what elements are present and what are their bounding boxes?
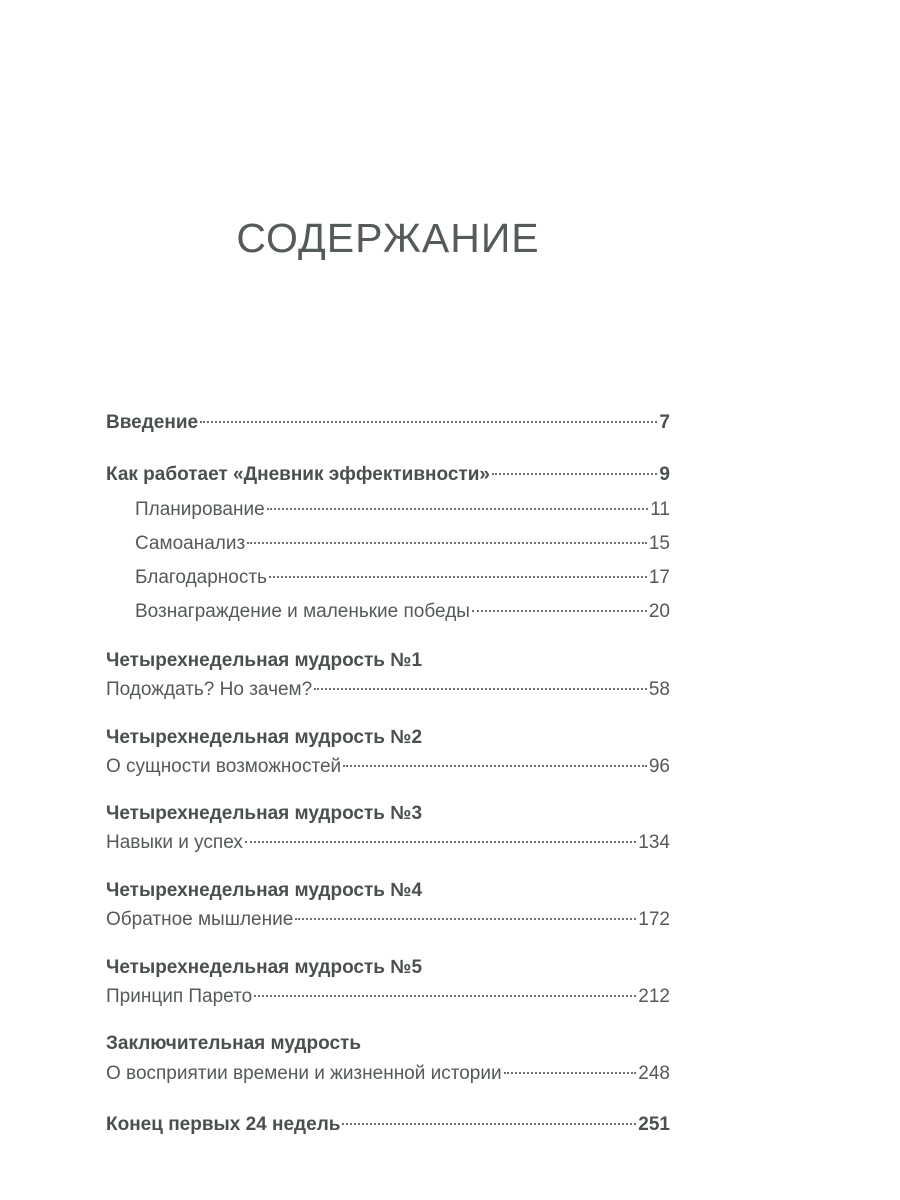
toc-entry-page: 212 (638, 986, 670, 1007)
toc-section-heading-wisdom-1: Четырехнедельная мудрость №1 (106, 650, 423, 671)
toc-entry-label: Вознаграждение и маленькие победы (135, 601, 470, 622)
dot-leader (295, 917, 636, 920)
dot-leader (269, 575, 647, 578)
toc-entry-page: 15 (648, 533, 670, 554)
page-title: СОДЕРЖАНИЕ (236, 215, 540, 261)
toc-entry-label: Навыки и успех (106, 832, 243, 853)
dot-leader (342, 1122, 636, 1125)
toc-entry-label: Самоанализ (135, 533, 246, 554)
toc-entry-label: Подождать? Но зачем? (106, 679, 313, 700)
toc-section-heading-wisdom-4: Четырехнедельная мудрость №4 (106, 880, 423, 901)
toc-entry-wisdom-2[interactable] (106, 754, 670, 780)
toc-entry-page: 20 (648, 601, 670, 622)
toc-entry-page: 58 (648, 679, 670, 700)
toc-entry-label: Благодарность (135, 567, 267, 588)
toc-entry-wisdom-4[interactable] (106, 907, 670, 933)
toc-entry-page: 96 (648, 756, 670, 777)
toc-subentry-rewards[interactable] (135, 599, 670, 625)
dot-leader (504, 1071, 637, 1074)
toc-entry-label: Планирование (135, 499, 265, 520)
toc-entry-label: Принцип Парето (106, 986, 253, 1007)
toc-subentry-gratitude[interactable] (135, 565, 670, 591)
dot-leader (343, 764, 647, 767)
dot-leader (247, 541, 647, 544)
dot-leader (200, 420, 657, 423)
toc-entry-wisdom-5[interactable] (106, 984, 670, 1010)
toc-entry-wisdom-1[interactable] (106, 677, 670, 703)
toc-section-heading-wisdom-2: Четырехнедельная мудрость №2 (106, 727, 423, 748)
toc-entry-page: 251 (638, 1114, 670, 1135)
toc-entry-page: 134 (638, 832, 670, 853)
toc-subentry-self-analysis[interactable] (135, 531, 670, 557)
dot-leader (267, 507, 649, 510)
dot-leader (254, 994, 636, 997)
dot-leader (492, 472, 657, 475)
toc-entry-label: Введение (106, 412, 199, 433)
toc-entry-wisdom-3[interactable] (106, 830, 670, 856)
toc-entry-label: Обратное мышление (106, 909, 294, 930)
dot-leader (314, 687, 647, 690)
toc-entry-how-it-works[interactable] (106, 462, 670, 488)
toc-entry-label: Как работает «Дневник эффективности» (106, 464, 490, 485)
toc-entry-page: 7 (659, 412, 670, 433)
toc-entry-final-wisdom[interactable] (106, 1061, 670, 1087)
toc-entry-page: 17 (648, 567, 670, 588)
toc-entry-page: 248 (638, 1063, 670, 1084)
toc-section-heading-final-wisdom: Заключительная мудрость (106, 1033, 361, 1054)
dot-leader (472, 609, 647, 612)
toc-entry-label: Конец первых 24 недель (106, 1114, 341, 1135)
toc-entry-intro[interactable] (106, 410, 670, 436)
toc-entry-label: О сущности возможностей (106, 756, 342, 777)
toc-entry-page: 172 (638, 909, 670, 930)
toc-entry-end[interactable] (106, 1112, 670, 1138)
toc-section-heading-wisdom-5: Четырехнедельная мудрость №5 (106, 957, 423, 978)
toc-entry-page: 9 (659, 464, 670, 485)
toc-entry-page: 11 (650, 499, 670, 520)
dot-leader (245, 840, 636, 843)
toc-section-heading-wisdom-3: Четырехнедельная мудрость №3 (106, 803, 423, 824)
toc-subentry-planning[interactable] (135, 497, 670, 523)
toc-entry-label: О восприятии времени и жизненной истории (106, 1063, 502, 1084)
